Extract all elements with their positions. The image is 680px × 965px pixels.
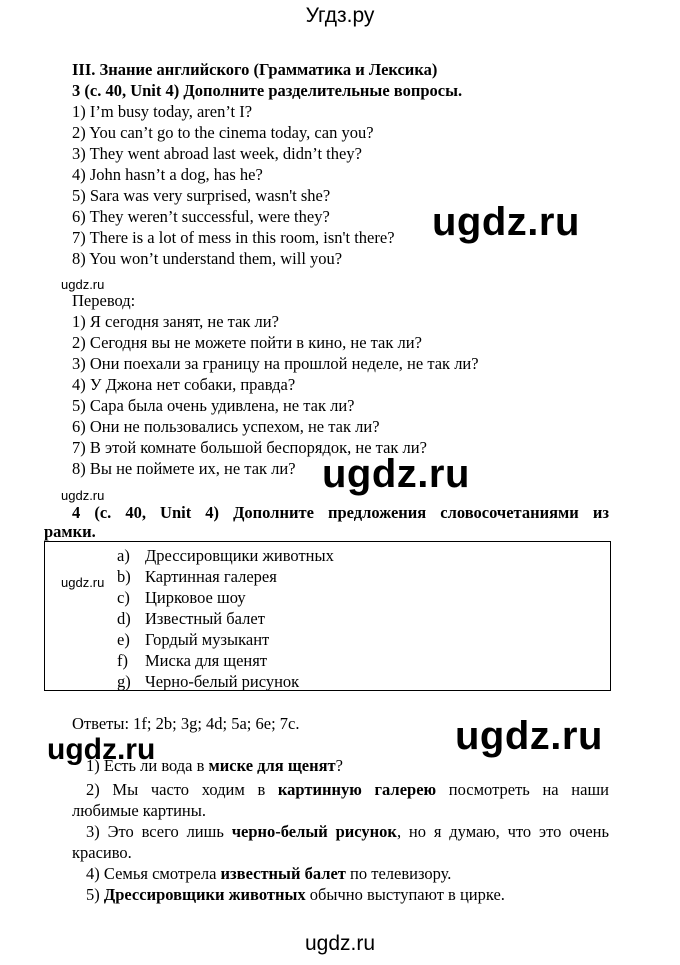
list-item: 6) They weren’t successful, were they? xyxy=(72,207,330,226)
box-item: Картинная галерея xyxy=(145,567,277,586)
list-item: 1) I’m busy today, aren’t I? xyxy=(72,102,253,121)
box-item: Цирковое шоу xyxy=(145,588,246,607)
sentence-4: 4) Семья смотрела известный балет по телевизору. xyxy=(86,864,452,883)
sentence-1: 1) Есть ли вода в миске для щенят? xyxy=(86,756,343,775)
box-letter: c) xyxy=(117,588,130,607)
sentence-5: 5) Дрессировщики животных обычно выступают в цирке. xyxy=(86,885,505,904)
watermark: ugdz.ru xyxy=(47,733,156,766)
list-item: 8) Вы не поймете их, не так ли? xyxy=(72,459,296,478)
exercise-4-heading: 4 (с. 40, Unit 4) Дополните предложения словосочетаниями из xyxy=(72,503,609,522)
section-title: III. Знание английского (Грамматика и Лексика) xyxy=(72,60,438,79)
list-item: 4) У Джона нет собаки, правда? xyxy=(72,375,296,394)
box-letter: a) xyxy=(117,546,130,565)
sentence-3: 3) Это всего лишь черно-белый рисунок, но я думаю, что это очень xyxy=(86,822,610,841)
site-title: Угдз.ру xyxy=(305,4,375,27)
watermark-small: ugdz.ru xyxy=(61,488,105,503)
translation-label: Перевод: xyxy=(72,291,136,310)
list-item: 4) John hasn’t a dog, has he? xyxy=(72,165,263,184)
list-item: 7) В этой комнате большой беспорядок, не так ли? xyxy=(72,438,427,457)
box-item: Известный балет xyxy=(145,609,265,628)
list-item: 3) Они поехали за границу на прошлой неделе, не так ли? xyxy=(72,354,479,373)
answers: Ответы: 1f; 2b; 3g; 4d; 5a; 6e; 7c. xyxy=(72,714,300,733)
list-item: 2) You can’t go to the cinema today, can you? xyxy=(72,123,374,142)
list-item: 7) There is a lot of mess in this room, isn't there? xyxy=(72,228,395,247)
box-item: Гордый музыкант xyxy=(145,630,270,649)
box-item: Миска для щенят xyxy=(145,651,268,670)
box-letter: g) xyxy=(117,672,131,691)
list-item: 1) Я сегодня занят, не так ли? xyxy=(72,312,279,331)
box-item: Дрессировщики животных xyxy=(145,546,334,565)
sentence-2-cont: любимые картины. xyxy=(72,801,206,820)
watermark-small: ugdz.ru xyxy=(61,575,105,590)
box-letter: d) xyxy=(117,609,131,628)
box-letter: f) xyxy=(117,651,128,670)
box-letter: e) xyxy=(117,630,130,649)
watermark: ugdz.ru xyxy=(322,452,470,496)
list-item: 5) Sara was very surprised, wasn't she? xyxy=(72,186,331,205)
box-item: Черно-белый рисунок xyxy=(145,672,300,691)
exercise-4-heading-cont: рамки. xyxy=(44,522,96,541)
watermark-small: ugdz.ru xyxy=(61,277,105,292)
footer-watermark: ugdz.ru xyxy=(304,932,376,955)
list-item: 2) Сегодня вы не можете пойти в кино, не так ли? xyxy=(72,333,422,352)
exercise-3-heading: 3 (с. 40, Unit 4) Дополните разделительные вопросы. xyxy=(72,81,463,100)
list-item: 5) Сара была очень удивлена, не так ли? xyxy=(72,396,355,415)
sentence-2: 2) Мы часто ходим в картинную галерею посмотреть на наши xyxy=(86,780,609,799)
watermark: ugdz.ru xyxy=(455,714,603,758)
sentence-3-cont: красиво. xyxy=(72,843,132,862)
list-item: 3) They went abroad last week, didn’t they? xyxy=(72,144,362,163)
box-letter: b) xyxy=(117,567,131,586)
list-item: 8) You won’t understand them, will you? xyxy=(72,249,343,268)
watermark: ugdz.ru xyxy=(432,200,580,244)
list-item: 6) Они не пользовались успехом, не так ли? xyxy=(72,417,380,436)
